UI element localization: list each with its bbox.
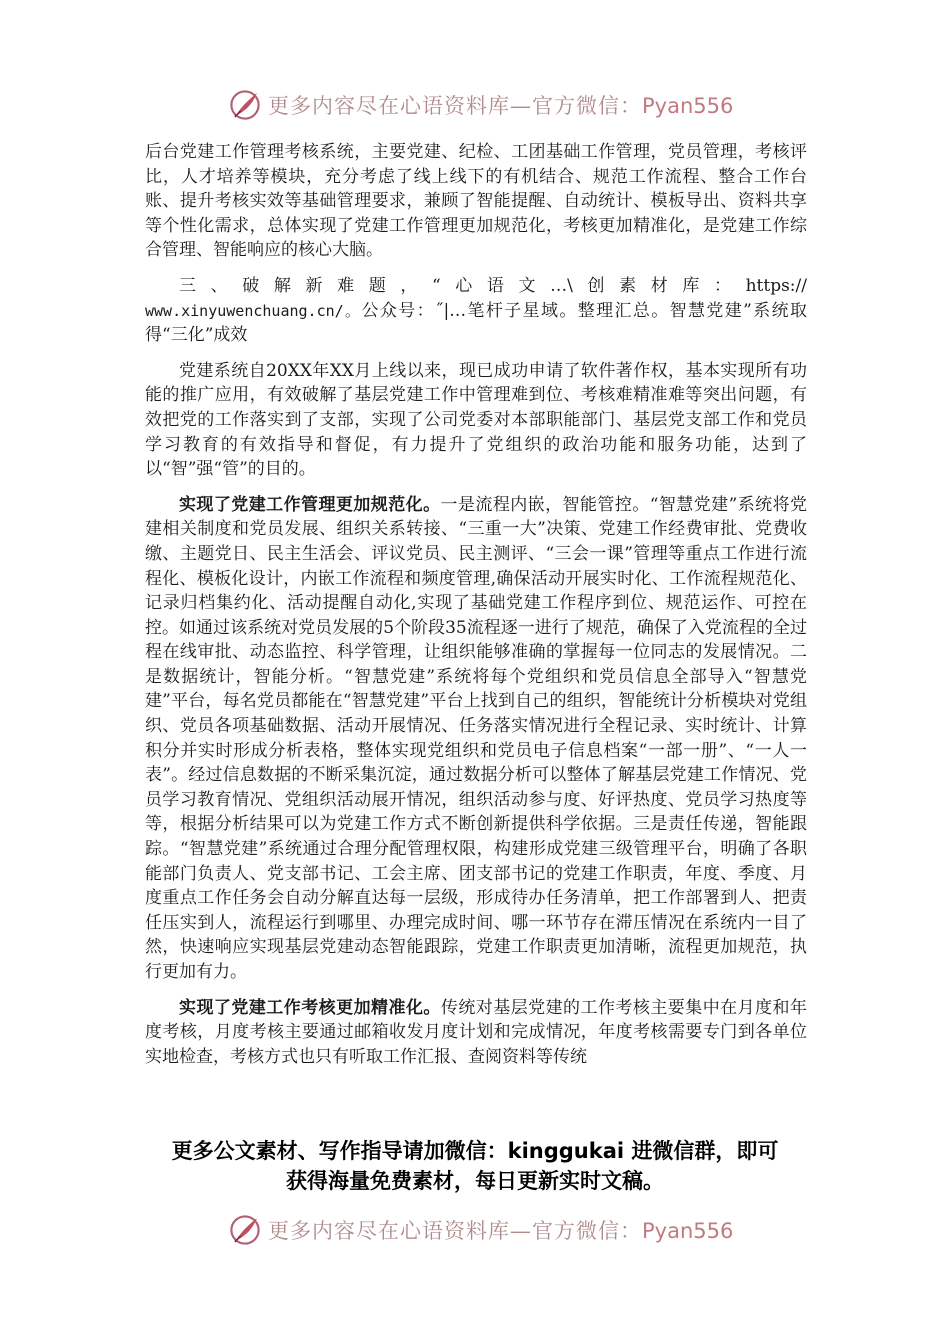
promo-line-2: 获得海量免费素材，每日更新实时文稿。 [286,1169,664,1193]
paragraph-5: 实现了党建工作考核更加精准化。传统对基层党建的工作考核主要集中在月度和年度考核，月度考核主要通过邮箱收发月度计划和完成情况，年度考核需要专门到各单位实地检查，考核方式也只有听取工作汇报、查阅资料等传统 [145,997,808,1067]
quill-pen-logo-icon [228,1213,262,1247]
document-body [145,140,807,1080]
paragraph-1: 后台党建工作管理考核系统，主要党建、纪检、工团基础工作管理，党员管理，考核评比，人才培养等模块，充分考虑了线上线下的有机结合、规范工作流程、整合工作台账、提升考核实效等基础管理要求，兼顾了智能提醒、自动统计、模板导出、资料共享等个性化需求，总体实现了党建工作管理更加规范化，考核更加精准化，是党建工作综合管理、智能响应的核心大脑。 [145,142,807,261]
header-watermark [0,85,950,125]
section-heading-3: 三、破解新难题，“心语文…\创素材库：https:// [179,275,807,296]
paragraph-4: 实现了党建工作管理更加规范化。一是流程内嵌，智能管控。“智慧党建”系统将党建相关制度和党员发展、组织关系转接、“三重一大”决策、党建工作经费审批、党费收缴、主题党日、民主生活会、评议党员、民主测评、“三会一课”管理等重点工作进行流程化、模板化设计，内嵌工作流程和频度管理,确保活动开展实时化、工作流程规范化、记录归档集约化、活动提醒自动化,实现了基础党建工作程序到位、规范运作、可控在控。如通过该系统对党员发展的5个阶段35流程逐一进行了规范，确保了入党流程的全过程在线审批、动态监控、科学管理，让组织能够准确的掌握每一位同志的发展情况。二是数据统计，智能分析。“智慧党建”系统将每个党组织和党员信息全部导入“智慧党建”平台，每名党员都能在“智慧党建”平台上找到自己的组织，智能统计分析模块对党组织、党员各项基础数据、活动开展情况、任务落实情况进行全程记录、实时统计、计算积分并实时形成分析表格，整体实现党组织和党员电子信息档案“一部一册”、“一人一表”。经过信息数据的不断采集沉淀，通过数据分析可以整体了解基层党建工作情况、党员学习教育情况、党组织活动展开情况，组织活动参与度、好评热度、党员学习热度等等，根据分析结果可以为党建工作方式不断创新提供科学依据。三是责任传递，智能跟踪。“智慧党建”系统通过合理分配管理权限，构建形成党建三级管理平台，明确了各职能部门负责人、党支部书记、工会主席、团支部书记的党建工作职责，年度、季度、月度重点工作任务会自动分解直达每一层级，形成待办任务清单，把工作部署到人、把责任压实到人，流程运行到哪里、办理完成时间、哪一环节存在滞压情况在系统内一目了然，快速响应实现基层党建动态智能跟踪，党建工作职责更加清晰，流程更加规范，执行更加有力。 [145,494,808,982]
section-heading-3-cont: www.xinyuwenchuang.cn/。公众号：˝|…笔杆子星域。整理汇总。智慧党建”系统取得“三化”成效 [145,300,807,346]
website-url: www.xinyuwenchuang.cn/。 [145,301,362,320]
paragraph-5-lead: 实现了党建工作考核更加精准化。 [179,997,441,1018]
paragraph-3: 党建系统自20XX年XX月上线以来，现已成功申请了软件著作权，基本实现所有功能的推广应用，有效破解了基层党建工作中管理难到位、考核难精准难等突出问题，有效把党的工作落实到了支部，实现了公司党委对本部职能部门、基层党支部工作和党员学习教育的有效指导和督促，有力提升了党组织的政治功能和服务功能，达到了以“智”强“管”的目的。 [145,360,807,480]
watermark-text: 更多内容尽在心语资料库—官方微信：Pyan556 [268,94,734,118]
promo-banner [120,1136,830,1196]
quill-pen-logo-icon [228,88,262,122]
promo-line-1: 更多公文素材、写作指导请加微信：kinggukai 进微信群，即可 [171,1139,779,1163]
footer-watermark [0,1210,950,1250]
paragraph-4-lead: 实现了党建工作管理更加规范化。 [179,494,441,515]
watermark-text: 更多内容尽在心语资料库—官方微信：Pyan556 [268,1219,734,1243]
